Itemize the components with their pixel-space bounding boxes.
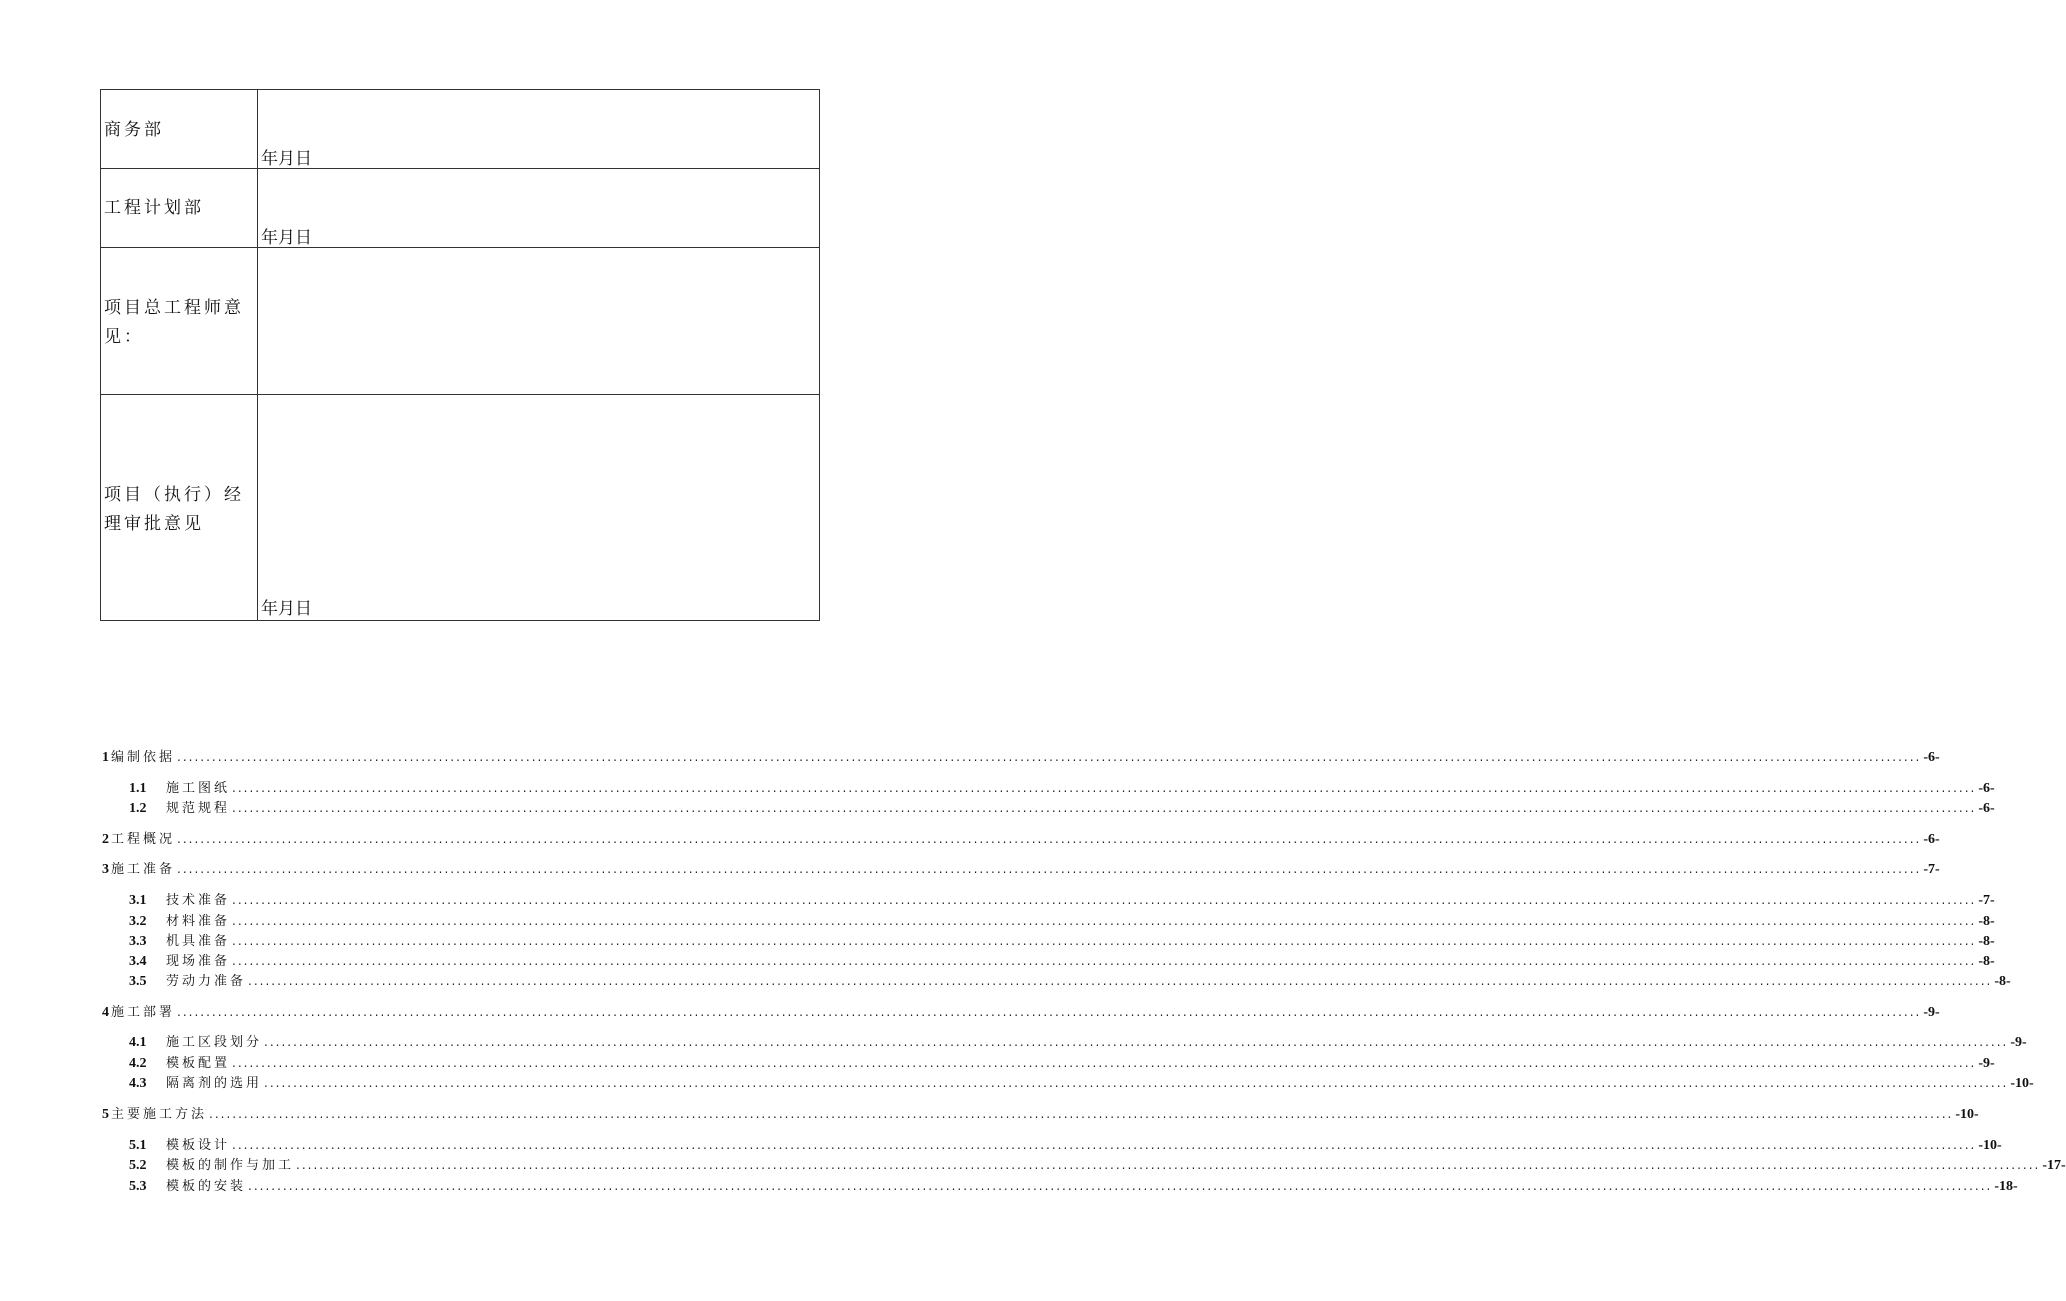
toc-title: 隔离剂的选用 <box>166 1076 263 1091</box>
toc-title: 材料准备 <box>166 914 231 929</box>
toc-number: 1 <box>102 750 109 765</box>
approval-content-cell <box>258 169 820 248</box>
approval-content-cell <box>258 248 820 394</box>
toc-number: 3 <box>102 862 109 877</box>
row-label: 项目（执行）经理审批意见 <box>104 484 244 534</box>
toc-page-number: -6- <box>1978 781 1995 796</box>
toc-title: 模板的安装 <box>166 1179 247 1194</box>
toc-entry[interactable] <box>129 971 2011 991</box>
toc-leader-dots: ............................................................................................................................................................................................................................................................................................................ <box>177 862 1922 876</box>
toc-leader-dots: ............................................................................................................................................................................................................................................................................................................ <box>232 954 1977 968</box>
toc-page-number: -10- <box>1955 1107 1979 1122</box>
toc-page-number: -18- <box>1994 1179 2018 1194</box>
toc-entry[interactable] <box>102 829 1940 849</box>
approval-row-commerce <box>101 90 820 169</box>
toc-number: 4.1 <box>129 1035 147 1050</box>
date-text: 年月日 <box>261 149 312 169</box>
toc-leader-dots: ............................................................................................................................................................................................................................................................................................................ <box>248 1179 1993 1193</box>
toc-entry[interactable] <box>102 1104 1979 1124</box>
toc-leader-dots: ............................................................................................................................................................................................................................................................................................................ <box>248 974 1993 988</box>
toc-number: 2 <box>102 832 109 847</box>
approval-label-cell <box>101 90 258 169</box>
toc-entry[interactable] <box>102 1002 1940 1022</box>
approval-content-cell <box>258 394 820 620</box>
toc-page-number: -9- <box>2010 1035 2027 1050</box>
toc-number: 5.1 <box>129 1138 147 1153</box>
toc-entry[interactable] <box>129 931 1995 951</box>
toc-number: 3.4 <box>129 954 147 969</box>
toc-page-number: -8- <box>1978 954 1995 969</box>
toc-leader-dots: ............................................................................................................................................................................................................................................................................................................ <box>209 1107 1954 1121</box>
approval-row-chief-engineer <box>101 248 820 394</box>
toc-title: 施工区段划分 <box>166 1035 263 1050</box>
toc-page-number: -9- <box>1923 1005 1940 1020</box>
toc-title: 施工图纸 <box>166 781 231 796</box>
toc-number: 5 <box>102 1107 109 1122</box>
toc-entry[interactable] <box>129 951 1995 971</box>
toc-entry[interactable] <box>129 798 1995 818</box>
toc-entry[interactable] <box>129 1155 2066 1175</box>
toc-leader-dots: ............................................................................................................................................................................................................................................................................................................ <box>296 1158 2041 1172</box>
toc-title: 模板配置 <box>166 1056 231 1071</box>
toc-page-number: -10- <box>1978 1138 2002 1153</box>
toc-number: 4 <box>102 1005 109 1020</box>
toc-title: 主要施工方法 <box>111 1107 208 1122</box>
toc-title: 施工准备 <box>111 862 176 877</box>
toc-number: 3.2 <box>129 914 147 929</box>
row-label: 商务部 <box>104 120 164 140</box>
toc-leader-dots: ............................................................................................................................................................................................................................................................................................................ <box>232 1056 1977 1070</box>
approval-table <box>100 89 820 621</box>
toc-page-number: -8- <box>1978 914 1995 929</box>
toc-leader-dots: ............................................................................................................................................................................................................................................................................................................ <box>232 914 1977 928</box>
toc-leader-dots: ............................................................................................................................................................................................................................................................................................................ <box>177 750 1922 764</box>
toc-number: 3.5 <box>129 974 147 989</box>
toc-page-number: -8- <box>1994 974 2011 989</box>
toc-title: 模板设计 <box>166 1138 231 1153</box>
toc-title: 编制依据 <box>111 750 176 765</box>
toc-page-number: -6- <box>1978 801 1995 816</box>
approval-label-cell <box>101 169 258 248</box>
toc-entry[interactable] <box>129 1032 2027 1052</box>
toc-number: 4.3 <box>129 1076 147 1091</box>
toc-title: 机具准备 <box>166 934 231 949</box>
date-text: 年月日 <box>261 228 312 249</box>
toc-number: 1.2 <box>129 801 147 816</box>
toc-title: 模板的制作与加工 <box>166 1158 295 1173</box>
toc-entry[interactable] <box>129 1073 2034 1093</box>
toc-number: 5.2 <box>129 1158 147 1173</box>
toc-entry[interactable] <box>129 1135 2002 1155</box>
approval-row-project-manager <box>101 394 820 620</box>
toc-page-number: -8- <box>1978 934 1995 949</box>
toc-page-number: -10- <box>2010 1076 2034 1091</box>
toc-page-number: -17- <box>2042 1158 2066 1173</box>
toc-entry[interactable] <box>129 1176 2018 1196</box>
toc-leader-dots: ............................................................................................................................................................................................................................................................................................................ <box>264 1076 2009 1090</box>
row-label: 工程计划部 <box>104 198 204 219</box>
toc-number: 3.3 <box>129 934 147 949</box>
toc-leader-dots: ............................................................................................................................................................................................................................................................................................................ <box>232 801 1977 815</box>
toc-entry[interactable] <box>102 747 1940 767</box>
toc-entry[interactable] <box>102 859 1940 879</box>
toc-title: 劳动力准备 <box>166 974 247 989</box>
toc-leader-dots: ............................................................................................................................................................................................................................................................................................................ <box>232 1138 1977 1152</box>
toc-title: 规范规程 <box>166 801 231 816</box>
toc-page-number: -9- <box>1978 1056 1995 1071</box>
toc-leader-dots: ............................................................................................................................................................................................................................................................................................................ <box>232 934 1977 948</box>
approval-content-cell <box>258 90 820 169</box>
toc-page-number: -6- <box>1923 750 1940 765</box>
toc-title: 工程概况 <box>111 832 176 847</box>
toc-title: 现场准备 <box>166 954 231 969</box>
toc-number: 3.1 <box>129 893 147 908</box>
toc-leader-dots: ............................................................................................................................................................................................................................................................................................................ <box>264 1035 2009 1049</box>
toc-page-number: -6- <box>1923 832 1940 847</box>
toc-entry[interactable] <box>129 778 1995 798</box>
toc-leader-dots: ............................................................................................................................................................................................................................................................................................................ <box>232 893 1977 907</box>
toc-title: 技术准备 <box>166 893 231 908</box>
approval-label-cell <box>101 248 258 394</box>
toc-leader-dots: ............................................................................................................................................................................................................................................................................................................ <box>177 832 1922 846</box>
toc-number: 4.2 <box>129 1056 147 1071</box>
toc-entry[interactable] <box>129 1053 1995 1073</box>
toc-title: 施工部署 <box>111 1005 176 1020</box>
toc-page-number: -7- <box>1923 862 1940 877</box>
toc-leader-dots: ............................................................................................................................................................................................................................................................................................................ <box>177 1005 1922 1019</box>
toc-number: 5.3 <box>129 1179 147 1194</box>
toc-page-number: -7- <box>1978 893 1995 908</box>
toc-entry[interactable] <box>129 911 1995 931</box>
approval-row-planning <box>101 169 820 248</box>
toc-entry[interactable] <box>129 890 1995 910</box>
toc-number: 1.1 <box>129 781 147 796</box>
approval-label-cell <box>101 394 258 620</box>
toc-leader-dots: ............................................................................................................................................................................................................................................................................................................ <box>232 781 1977 795</box>
date-text: 年月日 <box>261 598 312 619</box>
row-label: 项目总工程师意见： <box>104 298 244 348</box>
